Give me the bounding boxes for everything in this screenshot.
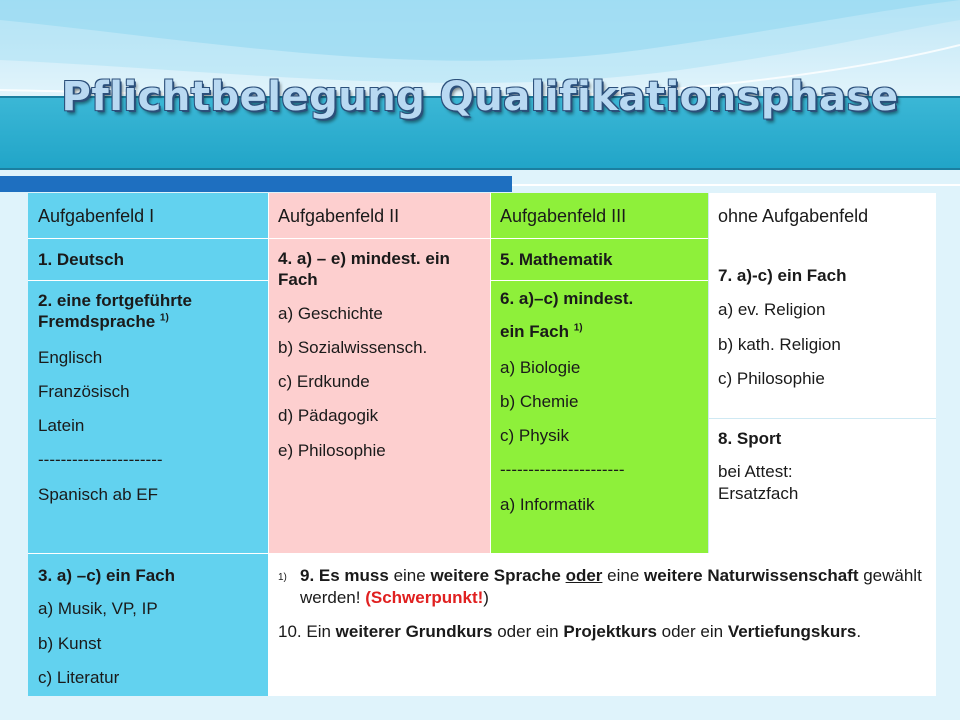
list-item: b) kath. Religion [718,334,841,354]
grid-line [708,418,936,419]
list-item: d) Pädagogik [278,406,379,426]
nw-title-2: ein Fach $^{1)}$ [500,322,583,342]
sport-note: bei Attest: Ersatzfach [718,462,799,503]
note-10: 10. Ein weiterer Grundkurs oder ein Projektkurs oder ein Vertiefungskurs. [278,622,862,642]
header-aufgabenfeld-1: Aufgabenfeld I [28,193,268,238]
grid-line [28,553,936,554]
gesellschaft-title: 4. a) – e) mindest. ein Fach [278,249,450,290]
note-9: 1) 9. Es muss eine weitere Sprache oder eine weitere Naturwissenschaft gewählt werden! (Schwerpunkt!) [278,566,922,608]
cell-notes [268,553,936,696]
list-item: b) Chemie [500,391,579,411]
nw-list [500,357,698,515]
accent-bar [0,176,512,192]
list-item: Französisch [38,381,130,401]
list-item: c) Physik [500,426,569,445]
header-aufgabenfeld-3: Aufgabenfeld III [490,193,708,238]
fremdsprache-list [38,347,258,505]
cell-fremdsprache [28,280,268,553]
header-ohne-aufgabenfeld: ohne Aufgabenfeld [708,193,936,238]
gesellschaft-list [278,303,480,461]
list-item: a) Biologie [500,357,581,377]
cell-naturwissenschaft [490,280,708,553]
list-item: ---------------------- [38,450,163,470]
cell-deutsch: 1. Deutsch [28,238,268,280]
fremdsprache-title: 2. eine fortgeführte Fremdsprache $^{1)}$ [38,291,192,332]
grid-line [28,280,268,281]
list-item: b) Kunst [38,633,102,653]
list-item: e) Philosophie [278,440,386,460]
list-item: ---------------------- [500,460,625,480]
list-item: a) ev. Religion [718,300,826,320]
accent-line [512,184,960,186]
grid-line [490,193,491,553]
list-item: c) Literatur [38,667,120,687]
nw-title-1: 6. a)–c) mindest. [500,289,634,308]
cell-sport [708,418,936,553]
list-item: a) Musik, VP, IP [38,599,158,619]
grid-line [28,238,936,239]
header-aufgabenfeld-2: Aufgabenfeld II [268,193,490,238]
list-item: a) Informatik [500,494,595,514]
cell-kuenstlerisch [28,553,268,696]
list-item: b) Sozialwissensch. [278,337,428,357]
sport-title: 8. Sport [718,429,782,448]
list-item: c) Erdkunde [278,372,370,391]
list-item: a) Geschichte [278,303,383,323]
kunst-list [38,598,258,688]
kunst-title: 3. a) –c) ein Fach [38,566,175,585]
cell-mathematik: 5. Mathematik [490,238,708,280]
list-item: Englisch [38,347,103,367]
page-title: Pflichtbelegung Qualifikationsphase [61,74,899,120]
cell-religion [708,238,936,418]
list-item: Spanisch ab EF [38,484,159,504]
grid-line [268,193,269,696]
religion-list [718,299,926,389]
list-item: Latein [38,416,85,435]
list-item: c) Philosophie [718,368,825,388]
religion-title: 7. a)-c) ein Fach [718,266,847,285]
grid-line [490,280,708,281]
cell-gesellschaft [268,238,490,553]
grid-line [708,193,709,553]
